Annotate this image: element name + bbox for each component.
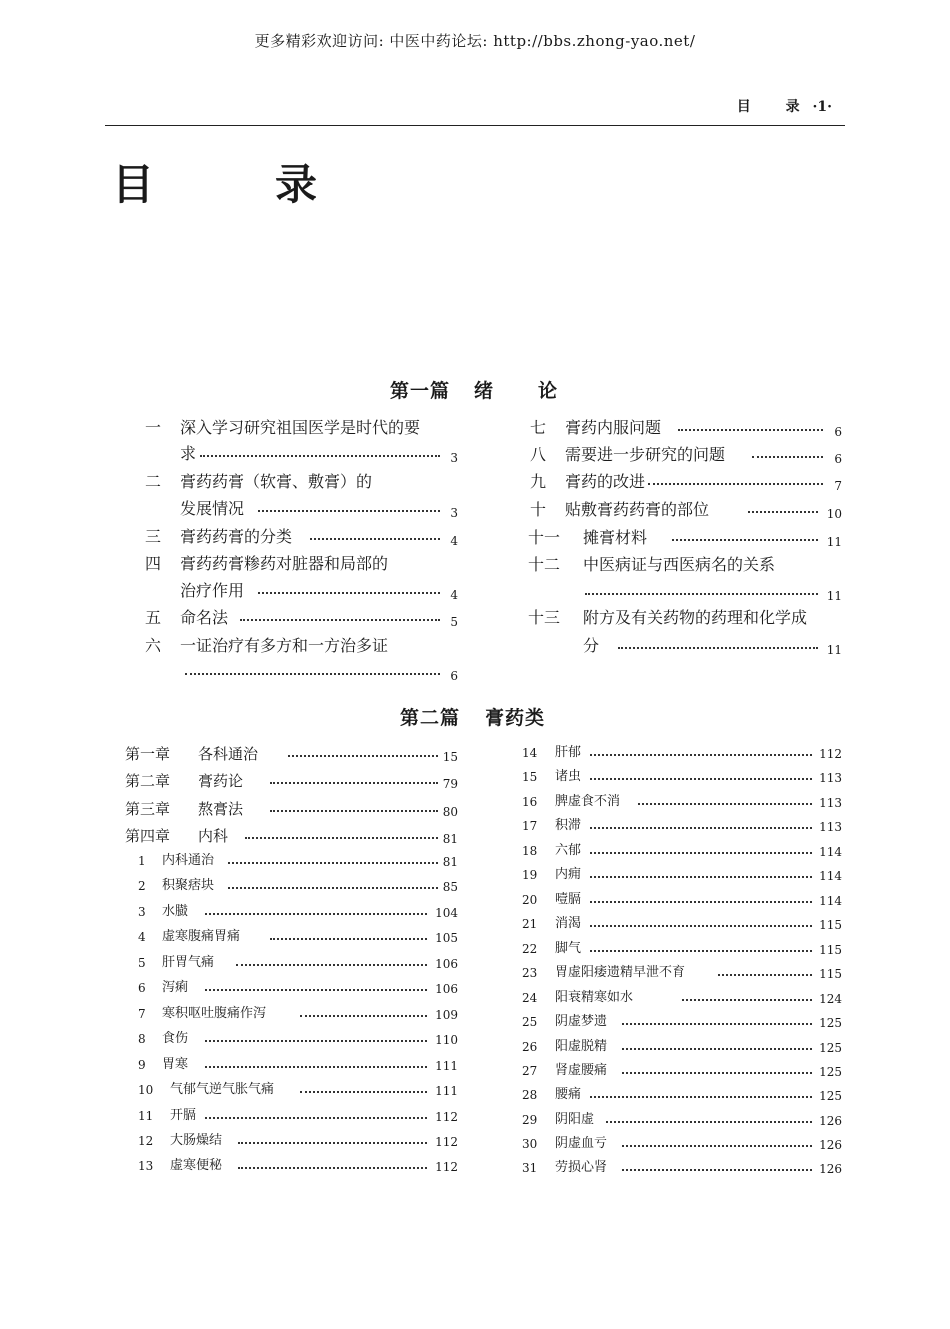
section-title: 诸虫 <box>555 769 582 784</box>
toc-entry-page: 3 <box>450 506 458 520</box>
part1-label: 第一篇 <box>390 380 451 402</box>
leader-dots <box>622 1072 812 1074</box>
section-page: 115 <box>819 943 842 957</box>
toc-entry-page: 5 <box>450 615 458 629</box>
header-rule <box>105 125 845 126</box>
section-page: 126 <box>819 1162 842 1176</box>
leader-dots <box>270 782 438 784</box>
section-num: 19 <box>522 868 538 882</box>
chapter-page: 80 <box>442 805 458 819</box>
toc-entry-page: 6 <box>834 425 842 439</box>
section-num: 20 <box>522 893 538 907</box>
section-page: 125 <box>819 1016 842 1030</box>
toc-entry-page: 11 <box>826 589 842 603</box>
leader-dots <box>270 810 438 812</box>
section-num: 22 <box>522 942 538 956</box>
toc-entry-page: 6 <box>834 452 842 466</box>
section-num: 16 <box>522 795 538 809</box>
section-title: 泻痢 <box>162 980 189 995</box>
section-page: 106 <box>435 957 458 971</box>
part1-name-2: 论 <box>538 380 559 402</box>
section-title: 阳衰精寒如水 <box>555 990 634 1005</box>
toc-entry-page: 4 <box>450 588 458 602</box>
leader-dots <box>622 1169 812 1171</box>
toc-entry-title-cont: 治疗作用 <box>180 581 245 600</box>
section-num: 12 <box>138 1134 154 1148</box>
leader-dots <box>300 1091 427 1093</box>
leader-dots <box>618 647 818 649</box>
site-banner: 更多精彩欢迎访问: 中医中药论坛: http://bbs.zhong-yao.net/ <box>254 32 696 50</box>
leader-dots <box>258 592 440 594</box>
section-title: 肝郁 <box>555 745 582 760</box>
chapter-title: 各科通治 <box>198 745 259 763</box>
section-title: 积聚痞块 <box>162 878 215 893</box>
section-title: 大肠燥结 <box>170 1133 223 1148</box>
leader-dots <box>240 619 440 621</box>
running-head-label-2: 录 <box>785 99 800 115</box>
leader-dots <box>752 456 823 458</box>
leader-dots <box>258 510 440 512</box>
section-num: 13 <box>138 1159 154 1173</box>
leader-dots <box>648 483 823 485</box>
toc-entry-num: 二 <box>145 472 162 491</box>
leader-dots <box>200 455 440 457</box>
section-page: 115 <box>819 918 842 932</box>
section-num: 27 <box>522 1064 538 1078</box>
leader-dots <box>622 1145 812 1147</box>
section-title: 脚气 <box>555 941 582 956</box>
page-title-char-2: 录 <box>275 160 318 209</box>
toc-entry-title-cont: 分 <box>583 636 600 655</box>
section-title: 阳虚脱精 <box>555 1039 608 1054</box>
section-page: 104 <box>435 906 458 920</box>
chapter-num: 第一章 <box>125 745 171 763</box>
section-title: 阴虚梦遗 <box>555 1014 608 1029</box>
section-page: 113 <box>819 820 842 834</box>
toc-entry-title: 深入学习研究祖国医学是时代的要 <box>180 418 421 437</box>
section-num: 17 <box>522 819 538 833</box>
leader-dots <box>748 511 818 513</box>
section-num: 2 <box>138 879 146 893</box>
section-num: 24 <box>522 991 538 1005</box>
toc-entry-num: 十二 <box>528 555 561 574</box>
leader-dots <box>622 1023 812 1025</box>
leader-dots <box>590 827 812 829</box>
toc-entry-title: 贴敷膏药药膏的部位 <box>565 500 710 519</box>
toc-entry-page: 11 <box>826 643 842 657</box>
section-num: 9 <box>138 1058 146 1072</box>
section-title: 水臌 <box>162 904 189 919</box>
section-title: 开膈 <box>170 1108 197 1123</box>
leader-dots <box>622 1048 812 1050</box>
toc-entry-num: 八 <box>530 445 547 464</box>
toc-entry-num: 十三 <box>528 608 561 627</box>
toc-entry-num: 六 <box>145 636 162 655</box>
toc-entry-title: 需要进一步研究的问题 <box>565 445 726 464</box>
toc-entry-title: 膏药药膏的分类 <box>180 527 293 546</box>
leader-dots <box>590 925 812 927</box>
chapter-page: 81 <box>442 832 458 846</box>
section-num: 31 <box>522 1161 538 1175</box>
leader-dots <box>590 1096 812 1098</box>
leader-dots <box>288 755 438 757</box>
section-page: 124 <box>819 992 842 1006</box>
toc-entry-title: 膏药的改进 <box>565 472 646 491</box>
leader-dots <box>590 901 812 903</box>
section-title: 胃寒 <box>162 1057 189 1072</box>
chapter-title: 膏药论 <box>198 772 244 790</box>
leader-dots <box>606 1121 812 1123</box>
leader-dots <box>310 538 440 540</box>
section-page: 81 <box>442 855 458 869</box>
section-num: 15 <box>522 770 538 784</box>
leader-dots <box>590 852 812 854</box>
section-num: 6 <box>138 981 146 995</box>
section-num: 14 <box>522 746 538 760</box>
toc-entry-num: 九 <box>530 472 547 491</box>
leader-dots <box>205 1040 427 1042</box>
section-page: 125 <box>819 1041 842 1055</box>
section-page: 113 <box>819 771 842 785</box>
toc-entry-title: 中医病证与西医病名的关系 <box>583 555 776 574</box>
part1-name-1: 绪 <box>474 380 495 402</box>
toc-entry-page: 4 <box>450 534 458 548</box>
section-title: 阴虚血亏 <box>555 1136 608 1151</box>
chapter-page: 79 <box>442 777 458 791</box>
section-page: 110 <box>435 1033 458 1047</box>
section-title: 内痈 <box>555 867 582 882</box>
leader-dots <box>236 964 427 966</box>
section-page: 112 <box>435 1160 458 1174</box>
section-page: 109 <box>435 1008 458 1022</box>
leader-dots <box>590 754 812 756</box>
section-page: 125 <box>819 1065 842 1079</box>
section-title: 腰痛 <box>555 1087 582 1102</box>
part2-name: 膏药类 <box>485 707 546 729</box>
section-num: 7 <box>138 1007 146 1021</box>
toc-entry-num: 一 <box>145 418 162 437</box>
chapter-title: 熬膏法 <box>198 800 244 818</box>
leader-dots <box>638 803 812 805</box>
section-num: 5 <box>138 956 146 970</box>
section-num: 25 <box>522 1015 538 1029</box>
leader-dots <box>205 1066 427 1068</box>
section-page: 114 <box>819 845 842 859</box>
section-title: 寒积呕吐腹痛作泻 <box>162 1006 267 1021</box>
section-page: 126 <box>819 1114 842 1128</box>
section-page: 114 <box>819 894 842 908</box>
toc-entry-num: 三 <box>145 527 162 546</box>
toc-entry-title-cont: 求 <box>180 444 197 463</box>
leader-dots <box>205 989 427 991</box>
section-title: 脾虚食不消 <box>555 794 621 809</box>
leader-dots <box>270 938 427 940</box>
leader-dots <box>185 673 440 675</box>
toc-entry-page: 11 <box>826 535 842 549</box>
leader-dots <box>238 1167 427 1169</box>
leader-dots <box>205 1117 427 1119</box>
leader-dots <box>228 862 438 864</box>
section-num: 10 <box>138 1083 154 1097</box>
section-page: 115 <box>819 967 842 981</box>
chapter-num: 第二章 <box>125 772 171 790</box>
toc-entry-title: 膏药内服问题 <box>565 418 662 437</box>
leader-dots <box>585 593 818 595</box>
toc-entry-page: 6 <box>450 669 458 683</box>
leader-dots <box>672 539 818 541</box>
section-num: 21 <box>522 917 538 931</box>
section-page: 111 <box>435 1059 458 1073</box>
section-page: 125 <box>819 1089 842 1103</box>
leader-dots <box>590 876 812 878</box>
leader-dots <box>245 837 438 839</box>
section-page: 114 <box>819 869 842 883</box>
section-title: 虚寒腹痛胃痛 <box>162 929 241 944</box>
section-title: 积滞 <box>555 818 582 833</box>
section-page: 106 <box>435 982 458 996</box>
toc-entry-num: 四 <box>145 554 162 573</box>
section-title: 消渴 <box>555 916 582 931</box>
section-num: 18 <box>522 844 538 858</box>
section-num: 30 <box>522 1137 538 1151</box>
toc-entry-page: 3 <box>450 451 458 465</box>
toc-entry-title: 一证治疗有多方和一方治多证 <box>180 636 389 655</box>
toc-entry-num: 五 <box>145 608 162 627</box>
toc-entry-page: 7 <box>834 479 842 493</box>
section-num: 23 <box>522 966 538 980</box>
leader-dots <box>682 999 812 1001</box>
section-page: 113 <box>819 796 842 810</box>
section-title: 六郁 <box>555 843 582 858</box>
leader-dots <box>590 778 812 780</box>
section-num: 4 <box>138 930 146 944</box>
section-page: 112 <box>435 1110 458 1124</box>
page-title-char-1: 目 <box>112 160 155 209</box>
chapter-num: 第三章 <box>125 800 171 818</box>
part2-label: 第二篇 <box>400 707 461 729</box>
section-title: 阴阳虚 <box>555 1112 595 1127</box>
toc-entry-title-cont: 发展情况 <box>180 499 245 518</box>
toc-entry-title: 膏药药膏（软膏、敷膏）的 <box>180 472 373 491</box>
section-title: 虚寒便秘 <box>170 1158 223 1173</box>
chapter-title: 内科 <box>198 827 229 845</box>
section-title: 噎膈 <box>555 892 582 907</box>
section-num: 8 <box>138 1032 146 1046</box>
section-title: 肾虚腰痛 <box>555 1063 608 1078</box>
section-page: 112 <box>435 1135 458 1149</box>
running-head <box>729 96 832 116</box>
leader-dots <box>300 1015 427 1017</box>
section-page: 112 <box>819 747 842 761</box>
section-title: 气郁气逆气胀气痛 <box>170 1082 275 1097</box>
section-page: 126 <box>819 1138 842 1152</box>
section-page: 105 <box>435 931 458 945</box>
leader-dots <box>678 429 823 431</box>
toc-entry-title: 附方及有关药物的药理和化学成 <box>583 608 808 627</box>
section-title: 胃虚阳痿遗精早泄不育 <box>555 965 686 980</box>
section-num: 3 <box>138 905 146 919</box>
chapter-num: 第四章 <box>125 827 171 845</box>
section-page: 85 <box>442 880 458 894</box>
section-num: 26 <box>522 1040 538 1054</box>
toc-entry-num: 十一 <box>528 528 561 547</box>
section-title: 劳损心肾 <box>555 1160 608 1175</box>
leader-dots <box>590 950 812 952</box>
chapter-page: 15 <box>442 750 458 764</box>
section-page: 111 <box>435 1084 458 1098</box>
section-title: 内科通治 <box>162 853 215 868</box>
toc-entry-page: 10 <box>826 507 842 521</box>
section-num: 11 <box>138 1109 154 1123</box>
section-title: 食伤 <box>162 1031 189 1046</box>
toc-entry-title: 命名法 <box>180 608 229 627</box>
leader-dots <box>205 913 427 915</box>
leader-dots <box>228 887 438 889</box>
running-head-label-1: 目 <box>736 99 751 115</box>
section-title: 肝胃气痛 <box>162 955 215 970</box>
toc-entry-num: 十 <box>530 500 547 519</box>
toc-entry-title: 膏药药膏糁药对脏器和局部的 <box>180 554 389 573</box>
section-num: 1 <box>138 854 146 868</box>
running-head-page: ·1· <box>812 99 832 115</box>
toc-entry-title: 摊膏材料 <box>583 528 648 547</box>
leader-dots <box>718 974 812 976</box>
toc-entry-num: 七 <box>530 418 547 437</box>
section-num: 29 <box>522 1113 538 1127</box>
section-num: 28 <box>522 1088 538 1102</box>
leader-dots <box>238 1142 427 1144</box>
